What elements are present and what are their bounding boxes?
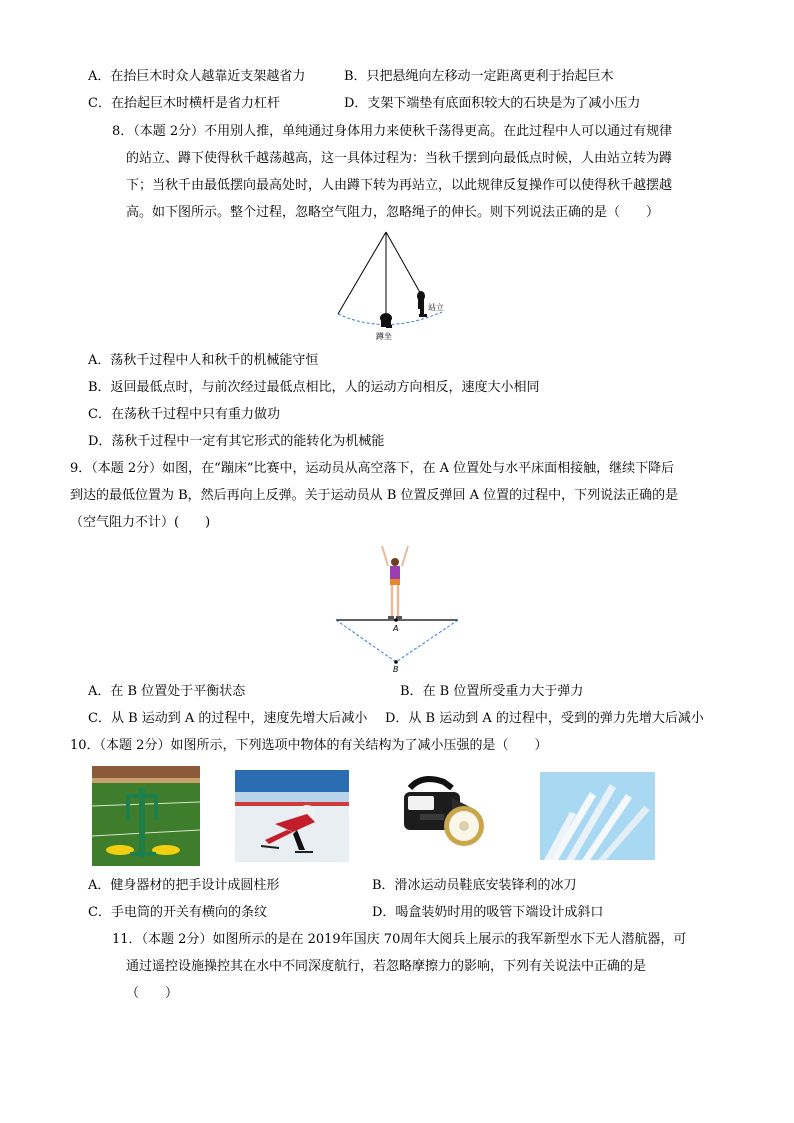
point-b-dot [394, 660, 398, 664]
q11-stem-line-1: 11．（本题 2分）如图所示的是在 2019年国庆 70周年大阅兵上展示的我军新型水下无人潜航器，可 [112, 932, 687, 947]
q8-stem-line-3: 下；当秋千由最低摆向最高处时，人由蹲下转为再站立，以此规律反复操作可以使得秋千越摆越 [126, 178, 673, 193]
q8-option-c: C．在荡秋千过程中只有重力做功 [88, 407, 280, 422]
q9-stem-line-2: 到达的最低位置为 B，然后再向上反弹。关于运动员从 B 位置反弹回 A 位置的过程中，下列说法正确的是 [70, 488, 679, 503]
q10-stem: 10．（本题 2分）如图所示，下列选项中物体的有关结构为了减小压强的是（ ） [70, 738, 548, 753]
q8-stem-line-2: 的站立、蹲下使得秋千越荡越高，这一具体过程为：当秋千摆到向最低点时候，人由站立转为蹲 [126, 151, 673, 166]
q7-option-a: A．在抬巨木时众人越靠近支架越省力 [88, 69, 306, 84]
q11-stem-line-3: （ ） [126, 986, 179, 1001]
q9-stem-line-3: （空气阻力不计）( ) [70, 515, 211, 530]
q7-option-d: D．支架下端垫有底面积较大的石块是为了减小压力 [344, 96, 641, 111]
speed-skater-photo [235, 770, 349, 862]
q8-option-a: A．荡秋千过程中人和秋千的机械能守恒 [88, 353, 319, 368]
q11-stem-line-2: 通过遥控设施操控其在水中不同深度航行，若忽略摩擦力的影响，下列有关说法中正确的是 [126, 959, 647, 974]
q9-option-d: D．从 B 运动到 A 的过程中，受到的弹力先增大后减小 [385, 711, 704, 726]
flashlight-photo [392, 768, 492, 864]
q9-option-c: C．从 B 运动到 A 的过程中，速度先增大后减小 [88, 711, 368, 726]
point-b-label: B [393, 665, 399, 672]
q10-option-b: B．滑冰运动员鞋底安装锋利的冰刀 [372, 878, 577, 893]
q8-option-b: B．返回最低点时，与前次经过最低点相比，人的运动方向相反，速度大小相同 [88, 380, 540, 395]
q8-option-d: D．荡秋千过程中一定有其它形式的能转化为机械能 [88, 434, 385, 449]
trampoline-dashed-left [336, 620, 399, 662]
q9-option-b: B．在 B 位置所受重力大于弹力 [400, 684, 584, 699]
fitness-equipment-photo [92, 766, 200, 866]
swing-label-squat: 蹲坐 [376, 332, 392, 341]
q10-option-c: C．手电筒的开关有横向的条纹 [88, 905, 267, 920]
point-a-dot [394, 618, 398, 622]
q7-option-b: B．只把悬绳向左移动一定距离更利于抬起巨木 [344, 69, 614, 84]
q7-option-c: C．在抬起巨木时横杆是省力杠杆 [88, 96, 280, 111]
swing-label-stand: 站立 [428, 303, 444, 312]
q8-stem-line-4: 高。如下图所示。整个过程，忽略空气阻力，忽略绳子的伸长。则下列说法正确的是（ ） [126, 205, 660, 220]
q9-option-a: A．在 B 位置处于平衡状态 [88, 684, 246, 699]
q8-stem-line-1: 8．（本题 2分）不用别人推，单纯通过身体用力来使秋千荡得更高。在此过程中人可以通过有规律 [112, 124, 673, 139]
q9-stem-line-1: 9．（本题 2分）如图，在“蹦床”比赛中，运动员从高空落下，在 A 位置处与水平床面相接触，继续下降后 [70, 461, 675, 476]
trampoline-dashed-right [396, 620, 458, 662]
point-a-label: A [393, 624, 399, 633]
standing-person-icon [417, 291, 427, 317]
athlete-icon [382, 546, 408, 619]
q10-option-a: A．健身器材的把手设计成圆柱形 [88, 878, 280, 893]
swing-rope-right [386, 232, 422, 296]
squat-person-icon [380, 313, 392, 328]
swing-rope-left [338, 232, 386, 314]
q10-option-d: D．喝盒装奶时用的吸管下端设计成斜口 [372, 905, 604, 920]
trampoline-figure [332, 540, 462, 672]
swing-figure [330, 228, 470, 346]
straws-photo [540, 772, 655, 860]
